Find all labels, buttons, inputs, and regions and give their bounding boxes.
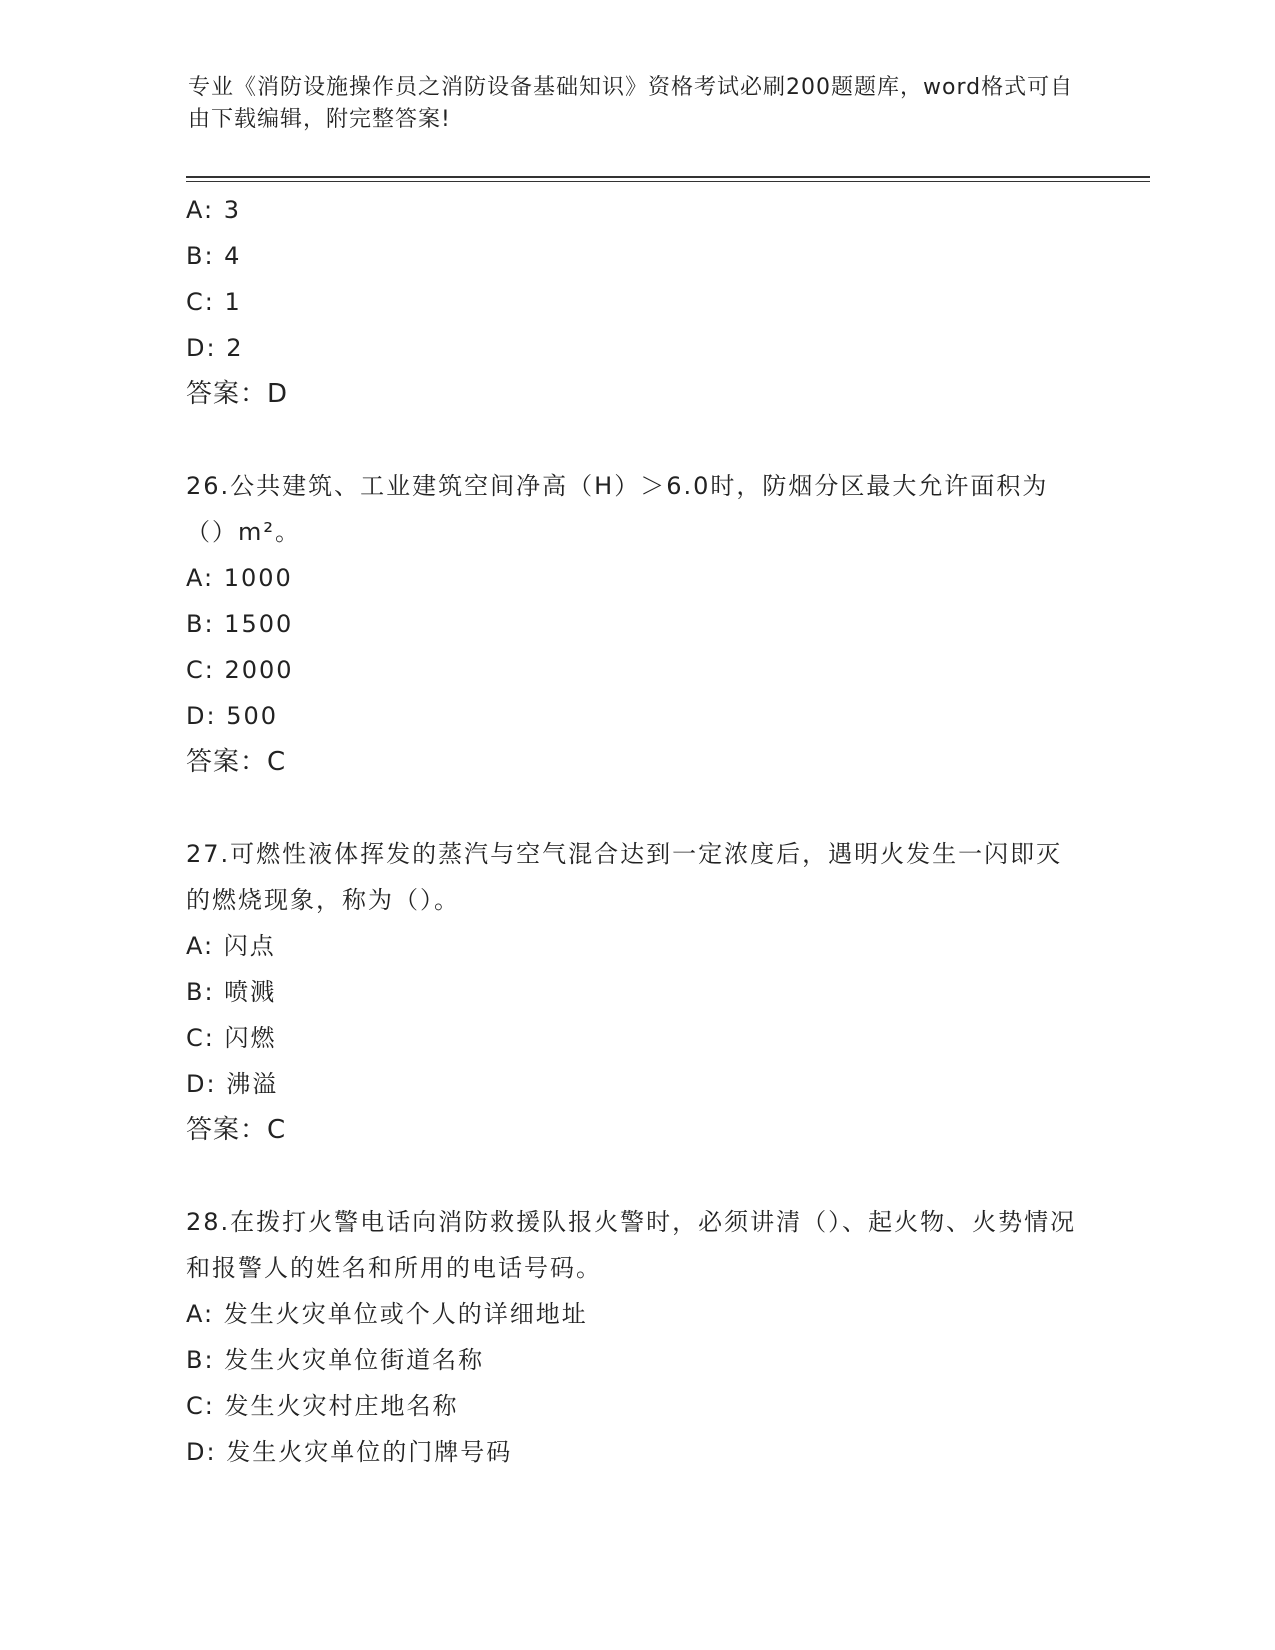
option-d: D: 沸溢 — [186, 1070, 279, 1098]
page-header: 专业《消防设施操作员之消防设备基础知识》资格考试必刷200题题库，word格式可自由下载编辑，附完整答案! — [188, 75, 1074, 132]
question-25-continued — [186, 187, 1086, 417]
option-a: A: 发生火灾单位或个人的详细地址 — [186, 1300, 588, 1328]
question-27 — [186, 831, 1086, 1153]
question-26 — [186, 463, 1086, 785]
option-a: A: 闪点 — [186, 932, 276, 960]
option-d: D: 500 — [186, 702, 279, 730]
answer: 答案：D — [186, 379, 289, 409]
answer: 答案：C — [186, 747, 287, 777]
option-b: B: 发生火灾单位街道名称 — [186, 1346, 485, 1374]
option-a: A: 3 — [186, 196, 241, 224]
question-28 — [186, 1199, 1086, 1475]
option-b: B: 喷溅 — [186, 978, 277, 1006]
option-c: C: 发生火灾村庄地名称 — [186, 1392, 459, 1420]
question-text: 28.在拨打火警电话向消防救援队报火警时，必须讲清（）、起火物、火势情况和报警人的姓名和所用的电话号码。 — [186, 1208, 1077, 1282]
answer: 答案：C — [186, 1115, 287, 1145]
option-c: C: 闪燃 — [186, 1024, 277, 1052]
option-d: D: 发生火灾单位的门牌号码 — [186, 1438, 513, 1466]
option-b: B: 1500 — [186, 610, 294, 638]
option-a: A: 1000 — [186, 564, 293, 592]
option-b: B: 4 — [186, 242, 242, 270]
question-text: 26.公共建筑、工业建筑空间净高（H）＞6.0时，防烟分区最大允许面积为（）m²。 — [186, 472, 1049, 546]
option-c: C: 2000 — [186, 656, 294, 684]
option-d: D: 2 — [186, 334, 244, 362]
question-text: 27.可燃性液体挥发的蒸汽与空气混合达到一定浓度后，遇明火发生一闪即灭的燃烧现象，称为（）。 — [186, 840, 1063, 914]
question-content — [186, 187, 1086, 1475]
option-c: C: 1 — [186, 288, 242, 316]
header-divider — [186, 176, 1150, 182]
